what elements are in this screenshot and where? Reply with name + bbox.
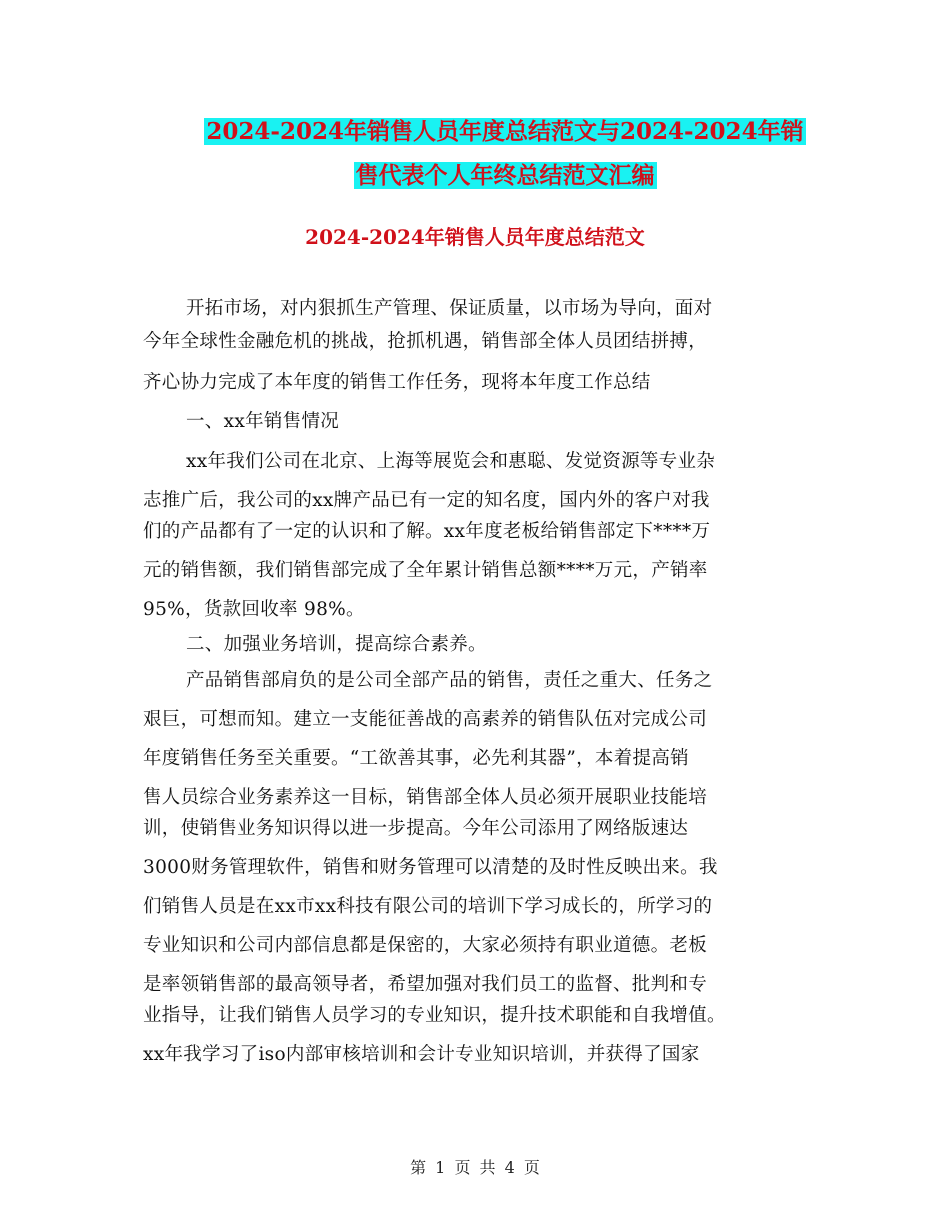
title-highlight-2: 售代表个人年终总结范文汇编 (355, 162, 655, 189)
text-line: 业指导，让我们销售人员学习的专业知识，提升技术职能和自我增值。 (143, 1005, 726, 1026)
text-line: xx年我学习了iso内部审核培训和会计专业知识培训，并获得了国家 (143, 1044, 700, 1065)
document-title-line-1 (100, 110, 910, 154)
text-line: 艰巨，可想而知。建立一支能征善战的高素养的销售队伍对完成公司 (143, 709, 708, 730)
text-line: 们销售人员是在xx市xx科技有限公司的培训下学习成长的，所学习的 (143, 896, 713, 917)
text-line: 训，使销售业务知识得以进一步提高。今年公司添用了网络版速达 (143, 818, 689, 839)
text-line: 齐心协力完成了本年度的销售工作任务，现将本年度工作总结 (143, 372, 651, 393)
text-line: 开拓市场，对内狠抓生产管理、保证质量，以市场为导向，面对 (186, 298, 713, 319)
document-title-line-2 (100, 154, 910, 198)
text-line: 们的产品都有了一定的认识和了解。xx年度老板给销售部定下****万 (143, 521, 711, 542)
section-heading: 二、加强业务培训，提高综合素养。 (186, 634, 487, 655)
text-line: 售人员综合业务素养这一目标，销售部全体人员必须开展职业技能培 (143, 787, 708, 808)
text-line: 年度销售任务至关重要。“工欲善其事，必先利其器”，本着提高销 (143, 748, 689, 769)
text-line: 今年全球性金融危机的挑战，抢抓机遇，销售部全体人员团结拼搏， (143, 331, 708, 352)
text-line: 产品销售部肩负的是公司全部产品的销售，责任之重大、任务之 (186, 670, 713, 691)
title-highlight-1: 2024-2024年销售人员年度总结范文与2024-2024年销 (206, 118, 804, 145)
text-line: 95%，货款回收率 98%。 (143, 599, 365, 620)
page-footer: 第 1 页 共 4 页 (410, 1158, 540, 1177)
text-line: 专业知识和公司内部信息都是保密的，大家必须持有职业道德。老板 (143, 935, 708, 956)
text-line: xx年我们公司在北京、上海等展览会和惠聪、发觉资源等专业杂 (186, 451, 716, 472)
section-title: 2024-2024年销售人员年度总结范文 (305, 225, 645, 249)
text-line: 3000财务管理软件，销售和财务管理可以清楚的及时性反映出来。我 (143, 857, 718, 878)
text-line: 元的销售额，我们销售部完成了全年累计销售总额****万元，产销率 (143, 560, 708, 581)
text-line: 志推广后，我公司的xx牌产品已有一定的知名度，国内外的客户对我 (143, 490, 710, 511)
text-line: 是率领销售部的最高领导者，希望加强对我们员工的监督、批判和专 (143, 974, 708, 995)
section-heading: 一、xx年销售情况 (186, 411, 340, 432)
